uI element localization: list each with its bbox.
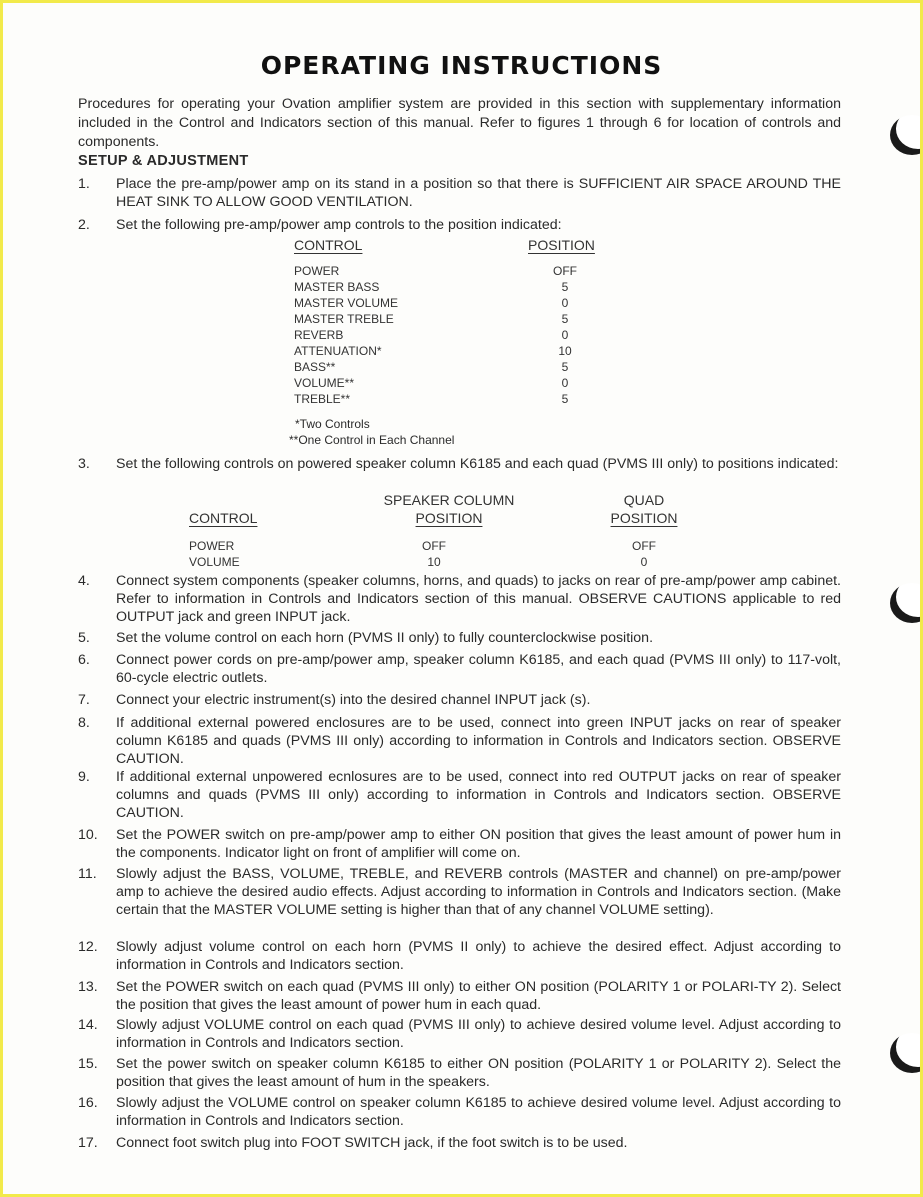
step-text: Set the volume control on each horn (PVMS II only) to fully counterclockwise position. bbox=[116, 630, 654, 646]
step-number: 15. bbox=[78, 1056, 98, 1072]
table-header-position: POSITION bbox=[528, 237, 595, 253]
table-header-column-bottom: POSITION bbox=[415, 510, 483, 526]
step-6 bbox=[78, 651, 841, 687]
table-header-quad-top: QUAD bbox=[623, 492, 665, 508]
step-text: Set the power switch on speaker column K6185 to either ON position (POLARITY 1 or POLARITY 2). Select the position that gives the least amount of hum in the speakers. bbox=[116, 1056, 841, 1090]
step-15 bbox=[78, 1055, 841, 1091]
punch-hole bbox=[890, 1033, 923, 1073]
step-text: Slowly adjust VOLUME control on each quad (PVMS III only) to achieve desired volume level. Adjust according to information in Controls and Indicators section. bbox=[116, 1017, 841, 1051]
step-text: Place the pre-amp/power amp on its stand in a position so that there is SUFFICIENT AIR SPACE AROUND THE HEAT SINK TO ALLOW GOOD VENTILATION. bbox=[116, 176, 841, 210]
table-row: TREBLE** 5 bbox=[294, 392, 569, 406]
step-number: 8. bbox=[78, 715, 90, 731]
step-10 bbox=[78, 826, 841, 862]
step-number: 1. bbox=[78, 176, 90, 192]
step-number: 12. bbox=[78, 939, 98, 955]
step-17 bbox=[78, 1134, 841, 1152]
step-text: Set the following pre-amp/power amp controls to the position indicated: bbox=[116, 217, 562, 233]
step-3 bbox=[78, 455, 841, 473]
step-text: If additional external unpowered ecnlosures are to be used, connect into red OUTPUT jacks on rear of speaker columns and quads (PVMS III only) according to information in Controls and Indicators section. OBSERVE CAUTION. bbox=[116, 769, 841, 821]
step-5 bbox=[78, 629, 841, 647]
step-number: 3. bbox=[78, 456, 90, 472]
footnote: *Two Controls bbox=[295, 417, 370, 431]
speaker-control-table bbox=[189, 492, 709, 570]
step-11 bbox=[78, 865, 841, 919]
step-text: Slowly adjust the BASS, VOLUME, TREBLE, and REVERB controls (MASTER and channel) on pre-amp/power amp to achieve the desired audio effects. Adjust according to information in Controls and Indicators section. (Make certain that the MASTER VOLUME setting is higher than that of any channel VOLUME setting). bbox=[116, 866, 841, 918]
step-number: 14. bbox=[78, 1017, 98, 1033]
step-number: 4. bbox=[78, 573, 90, 589]
table-row: POWER OFF bbox=[294, 264, 577, 278]
section-heading: SETUP & ADJUSTMENT bbox=[78, 153, 249, 169]
step-14 bbox=[78, 1016, 841, 1052]
step-number: 2. bbox=[78, 217, 90, 233]
step-number: 6. bbox=[78, 652, 90, 668]
table-row: ATTENUATION* 10 bbox=[294, 344, 572, 358]
table-header-control: CONTROL bbox=[294, 237, 363, 253]
step-7 bbox=[78, 691, 841, 709]
step-text: Set the POWER switch on each quad (PVMS III only) to either ON position (POLARITY 1 or POLARI-TY 2). Select the position that gives the least amount of power hum in each quad. bbox=[116, 979, 841, 1013]
step-9 bbox=[78, 768, 841, 822]
table-row: POWER OFF OFF bbox=[189, 539, 656, 553]
step-13 bbox=[78, 978, 841, 1014]
table-row: VOLUME 10 0 bbox=[189, 555, 648, 569]
step-number: 9. bbox=[78, 769, 90, 785]
step-text: Slowly adjust volume control on each horn (PVMS II only) to achieve the desired effect. Adjust according to information in Controls and Indicators section. bbox=[116, 939, 841, 973]
step-text: Connect power cords on pre-amp/power amp, speaker column K6185, and each quad (PVMS III only) to 117-volt, 60-cycle electric outlets. bbox=[116, 652, 841, 686]
step-text: Connect foot switch plug into FOOT SWITCH jack, if the foot switch is to be used. bbox=[116, 1135, 628, 1151]
step-number: 11. bbox=[78, 866, 97, 882]
step-text: Set the POWER switch on pre-amp/power amp to either ON position that gives the least amount of power hum in the components. Indicator light on front of amplifier will come on. bbox=[116, 827, 841, 861]
step-text: Set the following controls on powered speaker column K6185 and each quad (PVMS III only) to positions indicated: bbox=[116, 456, 839, 472]
footnote: **One Control in Each Channel bbox=[289, 433, 455, 447]
table-header-control: CONTROL bbox=[189, 510, 258, 526]
step-text: If additional external powered enclosures are to be used, connect into green INPUT jacks on rear of speaker column K6185 and quads (PVMS III only) according to information in Controls and Indicators section. OBSERVE CAUTION. bbox=[116, 715, 841, 767]
punch-hole bbox=[890, 583, 923, 623]
table-row: MASTER VOLUME 0 bbox=[294, 296, 569, 310]
page-title bbox=[3, 51, 920, 80]
step-text: Connect system components (speaker columns, horns, and quads) to jacks on rear of pre-amp/power amp cabinet. Refer to information in Controls and Indicators section of this manual. OBSERVE CAUTIONS applicable to red OUTPUT jack and green INPUT jack. bbox=[116, 573, 841, 625]
step-number: 16. bbox=[78, 1095, 98, 1111]
table-row: MASTER TREBLE 5 bbox=[294, 312, 569, 326]
table-row: MASTER BASS 5 bbox=[294, 280, 569, 294]
step-2 bbox=[78, 216, 841, 234]
table-row: BASS** 5 bbox=[294, 360, 569, 374]
preamp-control-table bbox=[294, 237, 614, 407]
step-text: Slowly adjust the VOLUME control on speaker column K6185 to achieve desired volume level. Adjust according to information in Controls and Indicators section. bbox=[116, 1095, 841, 1129]
step-number: 17. bbox=[78, 1135, 98, 1151]
step-4 bbox=[78, 572, 841, 626]
step-16 bbox=[78, 1094, 841, 1130]
step-text: Connect your electric instrument(s) into the desired channel INPUT jack (s). bbox=[116, 692, 591, 708]
table-footnotes bbox=[289, 416, 454, 448]
step-8 bbox=[78, 714, 841, 768]
step-12 bbox=[78, 938, 841, 974]
table-row: REVERB 0 bbox=[294, 328, 569, 342]
step-1 bbox=[78, 175, 841, 211]
step-number: 5. bbox=[78, 630, 90, 646]
page-title-text: OPERATING INSTRUCTIONS bbox=[260, 51, 663, 80]
step-number: 7. bbox=[78, 692, 90, 708]
table-header-quad-bottom: POSITION bbox=[610, 510, 678, 526]
table-header-column-top: SPEAKER COLUMN bbox=[383, 492, 515, 508]
punch-hole bbox=[890, 115, 923, 155]
step-number: 13. bbox=[78, 979, 98, 995]
intro-paragraph: Procedures for operating your Ovation amplifier system are provided in this section with supplementary information included in the Control and Indicators section of this manual. Refer to figures 1 through 6 for location of controls and components. bbox=[78, 96, 841, 150]
step-number: 10. bbox=[78, 827, 98, 843]
table-row: VOLUME** 0 bbox=[294, 376, 569, 390]
